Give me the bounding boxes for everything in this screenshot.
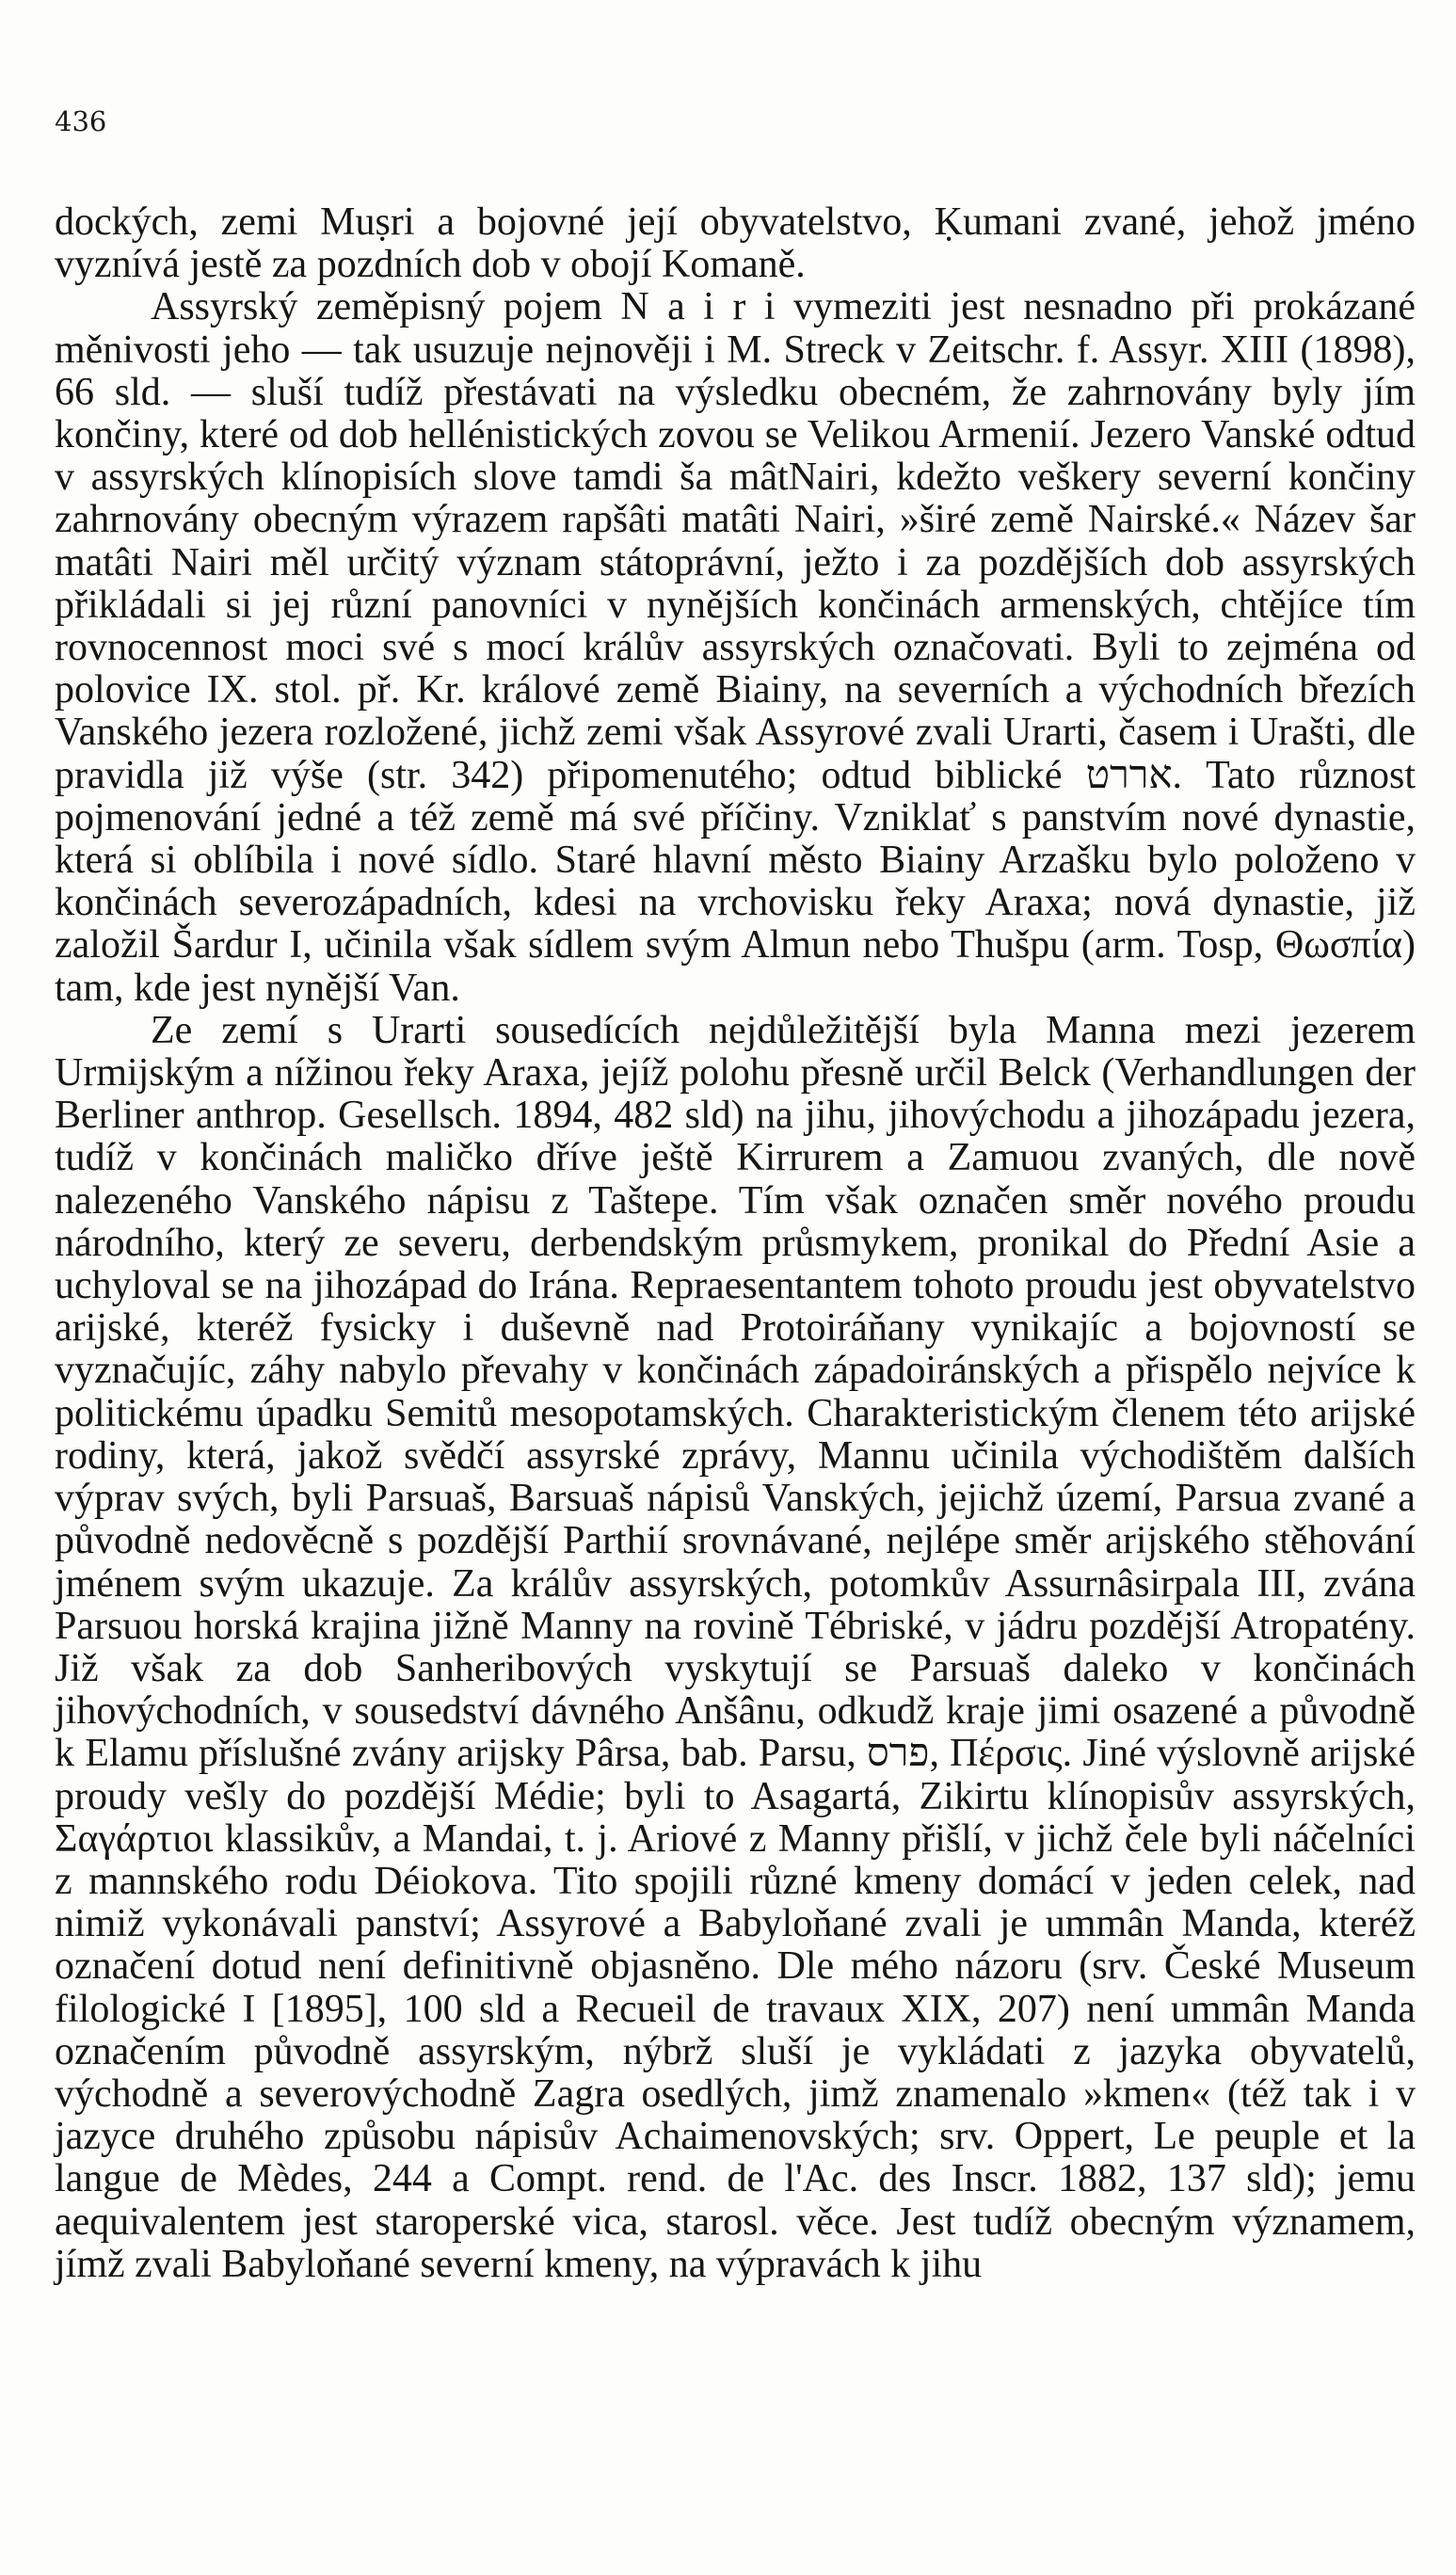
body-text (55, 201, 1416, 2286)
paragraph-2: Assyrský zeměpisný pojem N a i r i vymeziti jest nesnadno při prokázané měnivosti jeho — tak usuzuje nejnověji i M. Streck v Zeitschr. f. Assyr. XIII (1898), 66 sld. — sluší tudíž přestávati na výsledku obecném, že zahrnovány byly jím končiny, které od dob hellénistických zovou se Velikou Armenií. Jezero Vanské odtud v assyrských klínopisích slove tamdi ša mâtNairi, kdežto veškery severní končiny zahrnovány obecným výrazem rapšâti matâti Nairi, »širé země Nairské.« Název šar matâti Nairi měl určitý význam státoprávní, ježto i za pozdějších dob assyrských přikládali si jej různí panovníci v nynějších končinách armenských, chtějíce tím rovnocennost moci své s mocí králův assyrských označovati. Byli to zejména od polovice IX. stol. př. Kr. králové země Biainy, na severních a východních březích Vanského jezera rozložené, jichž zemi však Assyrové zvali Urarti, časem i Urašti, dle pravidla již výše (str. 342) připomenutého; odtud biblické אררט. Tato různost pojmenování jedné a též země má své příčiny. Vzniklať s panstvím nové dynastie, která si oblíbila i nové sídlo. Staré hlavní město Biainy Arzašku bylo položeno v končinách severozápadních, kdesi na vrchovisku řeky Araxa; nová dynastie, již založil Šardur I, učinila však sídlem svým Almun nebo Thušpu (arm. Tosp, Θωσπία) tam, kde jest nynější Van. (55, 285, 1416, 1010)
paragraph-3: Ze zemí s Urarti sousedících nejdůležitější byla Manna mezi jezerem Urmijským a nížinou řeky Araxa, jejíž polohu přesně určil Belck (Verhandlungen der Berliner anthrop. Gesellsch. 1894, 482 sld) na jihu, jihovýchodu a jihozápadu jezera, tudíž v končinách maličko dříve ještě Kirrurem a Zamuou zvaných, dle nově nalezeného Vanského nápisu z Taštepe. Tím však označen směr nového proudu národního, který ze severu, derbendským průsmykem, pronikal do Přední Asie a uchyloval se na jihozápad do Irána. Repraesentantem tohoto proudu jest obyvatelstvo arijské, kteréž fysicky i duševně nad Protoiráňany vynikajíc a bojovností se vyznačujíc, záhy nabylo převahy v končinách západoiránských a přispělo nejvíce k politickému úpadku Semitů mesopotamských. Charakteristickým členem této arijské rodiny, která, jakož svědčí assyrské zprávy, Mannu učinila východištěm dalších výprav svých, byli Parsuaš, Barsuaš nápisů Vanských, jejichž území, Parsua zvané a původně nedověcně s pozdější Parthií srovnávané, nejlépe směr arijského stěhování jménem svým ukazuje. Za králův assyrských, potomkův Assurnâsirpala III, zvána Parsuou horská krajina jižně Manny na rovině Tébriské, v jádru pozdější Atropatény. Již však za dob Sanheribových vyskytují se Parsuaš daleko v končinách jihovýchodních, v sousedství dávného Anšânu, odkudž kraje jimi osazené a původně k Elamu příslušné zvány arijsky Pârsa, bab. Parsu, פרס, Πέρσις. Jiné výslovně arijské proudy vešly do pozdější Médie; byli to Asagartá, Zikirtu klínopisův assyrských, Σαγάρτιοι klassikův, a Mandai, t. j. Ariové z Manny přišlí, v jichž čele byli náčelníci z mannského rodu Déiokova. Tito spojili různé kmeny domácí v jeden celek, nad nimiž vykonávali panství; Assyrové a Babyloňané zvali je ummân Manda, kteréž označení dotud není definitivně objasněno. Dle mého názoru (srv. České Museum filologické I [1895], 100 sld a Recueil de travaux XIX, 207) není ummân Manda označením původně assyrským, nýbrž sluší je vykládati z jazyka obyvatelů, východně a severovýchodně Zagra osedlých, jimž znamenalo »kmen« (též tak i v jazyce druhého způsobu nápisův Achaimenovských; srv. Oppert, Le peuple et la langue de Mèdes, 244 a Compt. rend. de l'Ac. des Inscr. 1882, 137 sld); jemu aequivalentem jest staroperské vica, starosl. věce. Jest tudíž obecným významem, jímž zvali Babyloňané severní kmeny, na výpravách k jihu (55, 1008, 1416, 2286)
page-number: 436 (55, 105, 107, 137)
paragraph-1: dockých, zemi Muṣri a bojovné její obyvatelstvo, Ḳumani zvané, jehož jméno vyznívá jestě za pozdních dob v obojí Komaně. (55, 200, 1416, 287)
